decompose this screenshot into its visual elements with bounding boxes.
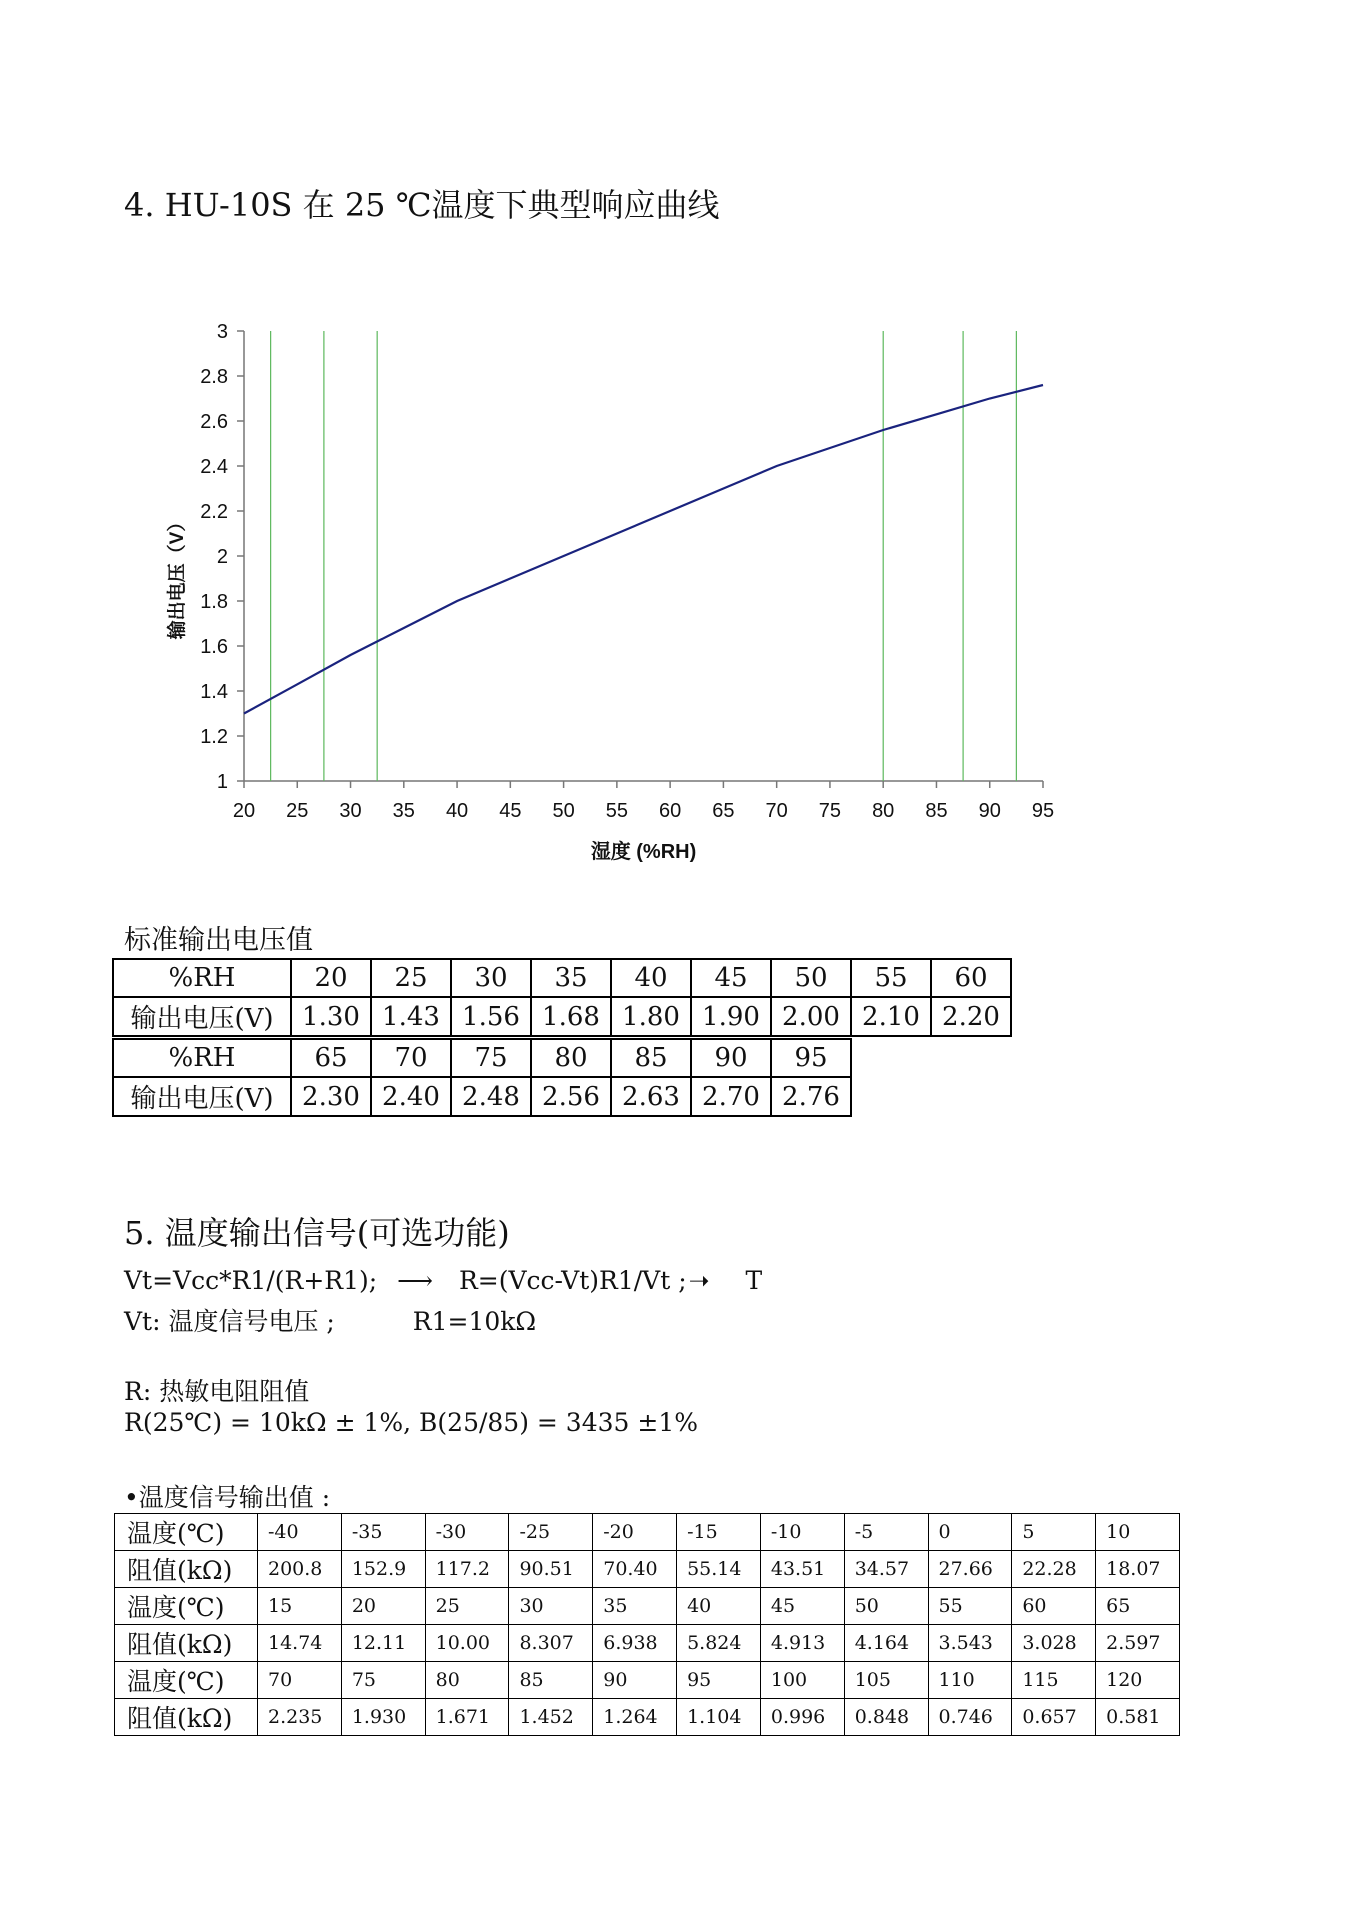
voltage-cell: 2.00 [771,997,851,1036]
response-curve-line [244,385,1043,714]
x-tick-label: 60 [659,800,682,822]
header-cell: %RH [113,1039,291,1077]
resistance-cell: 22.28 [1012,1551,1096,1588]
resistance-cell: 0.657 [1012,1699,1096,1736]
resistance-cell: 3.543 [928,1625,1012,1662]
temperature-cell: 25 [425,1588,509,1625]
resistance-cell: 0.746 [928,1699,1012,1736]
temperature-cell: -25 [509,1514,593,1551]
voltage-cell: 2.70 [691,1077,771,1116]
x-tick-label: 25 [286,800,309,822]
r1-value: R1=10kΩ [412,1307,537,1336]
rh-cell: 95 [771,1039,851,1077]
resistance-cell: 55.14 [677,1551,761,1588]
voltage-cell: 2.10 [851,997,931,1036]
voltage-cell: 2.20 [931,997,1011,1036]
rh-cell: 75 [451,1039,531,1077]
resistance-cell: 1.104 [677,1699,761,1736]
arrow-icon: ⟶ [397,1266,433,1295]
temperature-cell: 40 [677,1588,761,1625]
temperature-cell: 55 [928,1588,1012,1625]
resistance-cell: 10.00 [425,1625,509,1662]
rh-cell: 55 [851,959,931,997]
x-tick-label: 85 [925,800,948,822]
thermistor-table [114,1513,1180,1736]
y-tick-label: 2 [216,546,228,568]
header-cell: %RH [113,959,291,997]
temperature-label: 温度(℃) [115,1662,258,1699]
x-tick-label: 55 [605,800,628,822]
rh-cell: 35 [531,959,611,997]
y-tick-label: 2.8 [200,366,228,388]
rh-cell: 40 [611,959,691,997]
voltage-cell: 2.48 [451,1077,531,1116]
voltage-cell: 1.30 [291,997,371,1036]
temperature-cell: 85 [509,1662,593,1699]
temperature-cell: 75 [341,1662,425,1699]
voltage-cell: 1.43 [371,997,451,1036]
table-row [113,959,1011,997]
spec-line: R(25℃) = 10kΩ ± 1%, B(25/85) = 3435 ±1% [124,1408,698,1437]
temperature-cell: 0 [928,1514,1012,1551]
resistance-cell: 0.848 [844,1699,928,1736]
temperature-cell: -20 [593,1514,677,1551]
response-curve-chart [0,0,1357,900]
x-tick-label: 50 [552,800,575,822]
resistance-cell: 43.51 [760,1551,844,1588]
resistance-cell: 1.264 [593,1699,677,1736]
x-tick-label: 30 [339,800,362,822]
resistance-cell: 12.11 [341,1625,425,1662]
y-tick-label: 2.4 [200,456,228,478]
y-tick-label: 3 [216,321,228,343]
resistance-cell: 152.9 [341,1551,425,1588]
resistance-cell: 8.307 [509,1625,593,1662]
y-tick-label: 1.6 [200,636,228,658]
x-axis-label: 湿度 (%RH) [590,841,697,863]
temperature-cell: -35 [341,1514,425,1551]
temperature-cell: 10 [1096,1514,1180,1551]
resistance-cell: 34.57 [844,1551,928,1588]
formula-t: T [745,1266,763,1295]
resistance-cell: 27.66 [928,1551,1012,1588]
thermistor-table-caption: •温度信号输出值 : [124,1483,331,1512]
x-tick-label: 40 [445,800,469,822]
rh-cell: 50 [771,959,851,997]
temperature-cell: 120 [1096,1662,1180,1699]
label-cell: 输出电压(V) [113,1077,291,1116]
rh-cell: 90 [691,1039,771,1077]
voltage-table-block1 [112,958,1012,1037]
resistance-label: 阻值(kΩ) [115,1699,258,1736]
temperature-cell: -10 [760,1514,844,1551]
resistance-cell: 1.671 [425,1699,509,1736]
voltage-cell: 2.63 [611,1077,691,1116]
y-axis-label: 输出电压（V） [167,512,188,640]
rh-cell: 80 [531,1039,611,1077]
voltage-cell: 1.90 [691,997,771,1036]
resistance-cell: 2.235 [258,1699,342,1736]
table-row [113,1039,851,1077]
resistance-cell: 2.597 [1096,1625,1180,1662]
resistance-cell: 200.8 [258,1551,342,1588]
formula-vt: Vt=Vcc*R1/(R+R1); [124,1266,378,1295]
x-tick-label: 65 [712,800,735,822]
x-tick-label: 70 [765,800,788,822]
x-tick-label: 90 [978,800,1001,822]
vt-definition: Vt: 温度信号电压 ; [124,1307,335,1336]
y-tick-label: 1.8 [200,591,228,613]
x-tick-label: 95 [1031,800,1055,822]
x-tick-label: 20 [232,800,256,822]
x-tick-label: 45 [499,800,522,822]
label-cell: 输出电压(V) [113,997,291,1036]
temperature-cell: 15 [258,1588,342,1625]
temperature-cell: 80 [425,1662,509,1699]
temperature-cell: 70 [258,1662,342,1699]
resistance-label: 阻值(kΩ) [115,1625,258,1662]
x-tick-label: 80 [872,800,895,822]
x-tick-label: 35 [392,800,415,822]
rh-cell: 60 [931,959,1011,997]
resistance-cell: 1.930 [341,1699,425,1736]
table-row [113,1077,851,1116]
r-definition: R: 热敏电阻阻值 [124,1377,310,1406]
temperature-cell: 30 [509,1588,593,1625]
temperature-cell: 95 [677,1662,761,1699]
temperature-cell: 60 [1012,1588,1096,1625]
temperature-cell: 65 [1096,1588,1180,1625]
y-tick-label: 1.2 [200,726,228,748]
rh-cell: 45 [691,959,771,997]
table-row [115,1514,1180,1551]
temperature-cell: -15 [677,1514,761,1551]
section5-title: 5. 温度输出信号(可选功能) [124,1214,510,1252]
temperature-cell: -40 [258,1514,342,1551]
formula-r: R=(Vcc-Vt)R1/Vt ; [458,1266,687,1295]
vt-line [124,1302,536,1338]
resistance-cell: 4.164 [844,1625,928,1662]
table-row [115,1662,1180,1699]
y-tick-label: 1.4 [200,681,228,703]
formula-line [124,1266,762,1295]
rh-cell: 25 [371,959,451,997]
table-row [115,1699,1180,1736]
temperature-cell: -5 [844,1514,928,1551]
temperature-cell: 105 [844,1662,928,1699]
voltage-cell: 1.80 [611,997,691,1036]
table-row [115,1588,1180,1625]
temperature-cell: 45 [760,1588,844,1625]
resistance-label: 阻值(kΩ) [115,1551,258,1588]
voltage-cell: 2.76 [771,1077,851,1116]
resistance-cell: 4.913 [760,1625,844,1662]
y-tick-label: 1 [216,771,228,793]
temperature-cell: 50 [844,1588,928,1625]
rh-cell: 30 [451,959,531,997]
resistance-cell: 14.74 [258,1625,342,1662]
temperature-cell: 35 [593,1588,677,1625]
temperature-cell: 115 [1012,1662,1096,1699]
table-row [115,1551,1180,1588]
y-tick-label: 2.6 [200,411,228,433]
voltage-cell: 1.68 [531,997,611,1036]
voltage-table-block2 [112,1038,852,1117]
temperature-cell: -30 [425,1514,509,1551]
temperature-label: 温度(℃) [115,1514,258,1551]
temperature-cell: 110 [928,1662,1012,1699]
resistance-cell: 5.824 [677,1625,761,1662]
rh-cell: 20 [291,959,371,997]
voltage-cell: 2.40 [371,1077,451,1116]
temperature-label: 温度(℃) [115,1588,258,1625]
voltage-table-caption: 标准输出电压值 [124,925,313,956]
x-tick-label: 75 [818,800,842,822]
voltage-cell: 2.56 [531,1077,611,1116]
resistance-cell: 70.40 [593,1551,677,1588]
rh-cell: 70 [371,1039,451,1077]
resistance-cell: 18.07 [1096,1551,1180,1588]
resistance-cell: 90.51 [509,1551,593,1588]
rh-cell: 65 [291,1039,371,1077]
section4-title: 4. HU-10S 在 25 ℃温度下典型响应曲线 [124,186,720,224]
temperature-cell: 100 [760,1662,844,1699]
voltage-cell: 1.56 [451,997,531,1036]
resistance-cell: 3.028 [1012,1625,1096,1662]
resistance-cell: 117.2 [425,1551,509,1588]
resistance-cell: 6.938 [593,1625,677,1662]
resistance-cell: 0.996 [760,1699,844,1736]
y-tick-label: 2.2 [200,501,228,523]
voltage-cell: 2.30 [291,1077,371,1116]
rh-cell: 85 [611,1039,691,1077]
table-row [113,997,1011,1036]
resistance-cell: 1.452 [509,1699,593,1736]
table-row [115,1625,1180,1662]
temperature-cell: 5 [1012,1514,1096,1551]
temperature-cell: 90 [593,1662,677,1699]
temperature-cell: 20 [341,1588,425,1625]
resistance-cell: 0.581 [1096,1699,1180,1736]
arrow-icon: ➝ [688,1266,710,1295]
